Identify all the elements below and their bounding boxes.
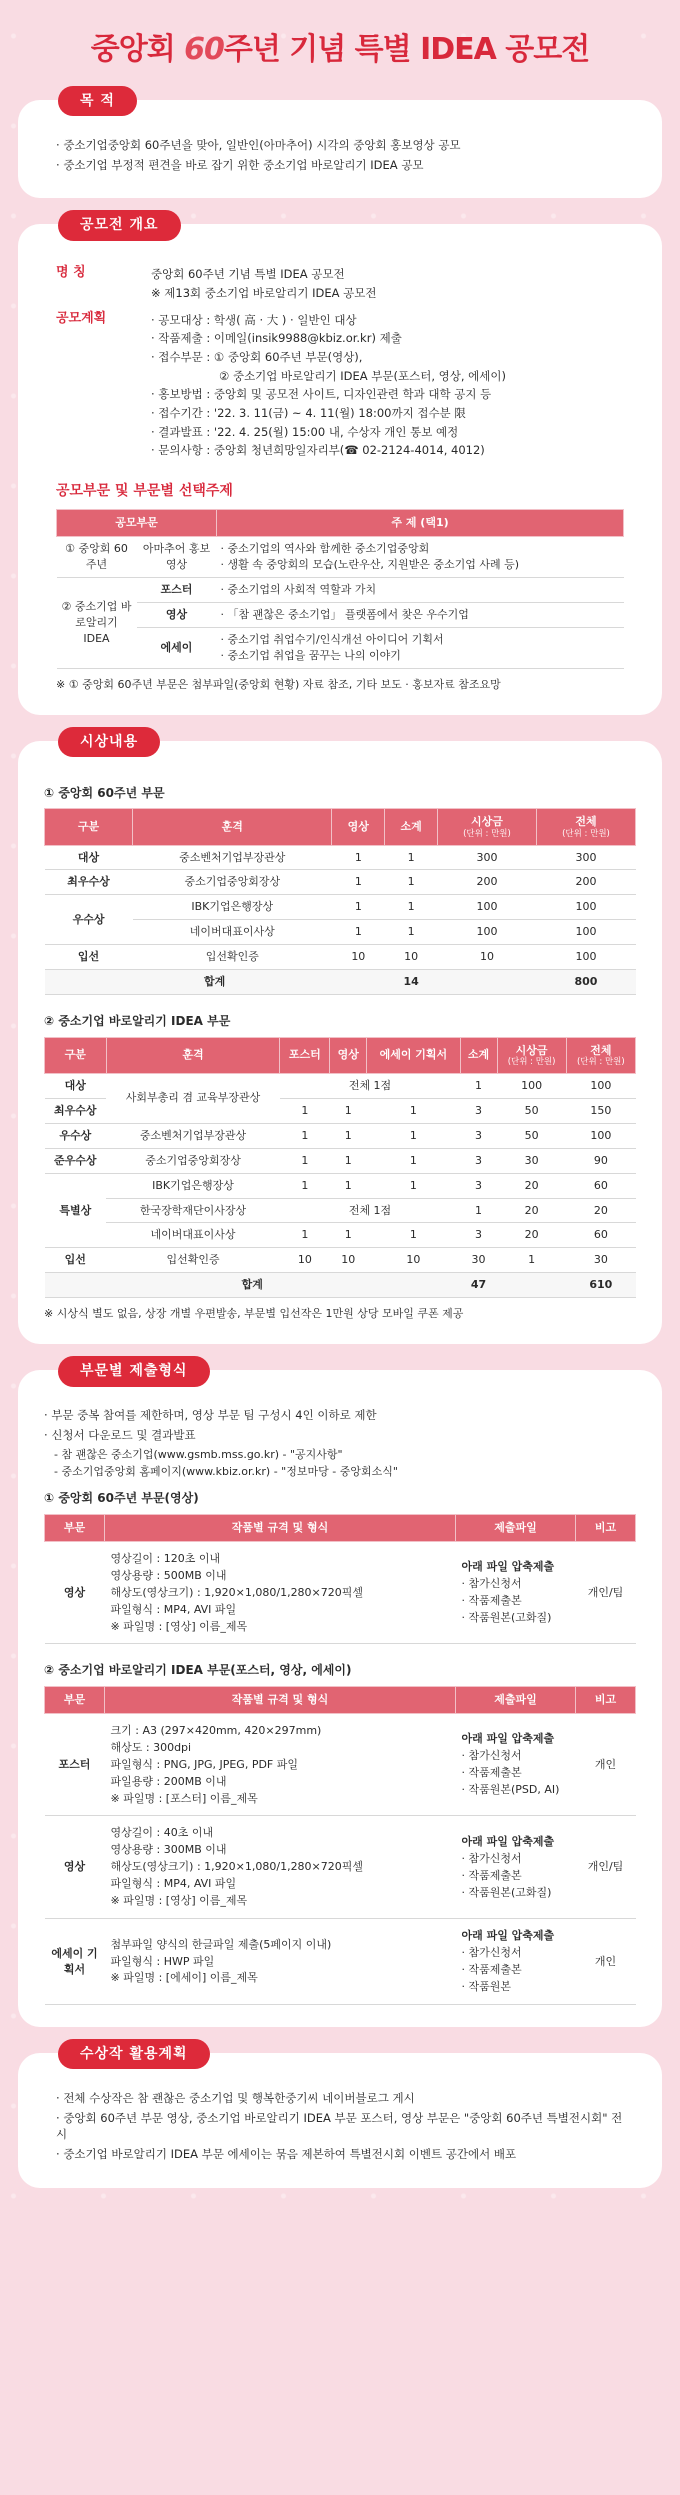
table-cell: 준우수상 [45, 1148, 107, 1173]
table-cell: 네이버대표이사상 [106, 1223, 280, 1248]
table-cell: 10 [367, 1248, 460, 1273]
awards-note: ※ 시상식 별도 없음, 상장 개별 우편발송, 부문별 입선작은 1만원 상당 모바일 쿠폰 제공 [44, 1307, 464, 1321]
table-cell: 1 [385, 895, 438, 920]
format-label: 부문별 제출형식 [58, 1356, 210, 1386]
file-line: · 작품원본(PSD, AI) [461, 1783, 560, 1797]
format-table-2 [44, 1686, 636, 2005]
table-cell: 100 [536, 945, 635, 970]
format-bullets [44, 1407, 636, 1443]
table-cell: IBK기업은행장상 [133, 895, 332, 920]
table-cell: 1 [385, 920, 438, 945]
name-line: 중앙회 60주년 기념 특별 IDEA 공모전 [151, 267, 345, 282]
table-cell: 1 [460, 1198, 497, 1223]
table-cell: 우수상 [45, 895, 133, 945]
table-cell: 입선확인증 [106, 1248, 280, 1273]
table-cell: 사회부총리 겸 교육부장관상 [106, 1073, 280, 1123]
plan-line: · 결과발표 : '22. 4. 25(월) 15:00 내, 수상자 개인 통보 예정 [151, 424, 459, 439]
table-header: 부문 [45, 1686, 105, 1713]
table-cell: 100 [536, 895, 635, 920]
table-cell: 개인/팀 [576, 1816, 636, 1919]
table-cell: 1 [367, 1223, 460, 1248]
list-item: · 부문 중복 참여를 제한하며, 영상 부문 팀 구성시 4인 이하로 제한 [44, 1407, 636, 1424]
table-header: 소계 [460, 1037, 497, 1073]
table-row [45, 1148, 636, 1173]
table-cell: 1 [332, 895, 385, 920]
spec-line: ※ 파일명 : [포스터] 이름_제목 [110, 1791, 258, 1805]
topics-table [56, 509, 624, 669]
plan-line: · 작품제출 : 이메일(insik9988@kbiz.or.kr) 제출 [151, 331, 402, 346]
file-line: 아래 파일 압축제출 [461, 1834, 555, 1848]
table-header: 영상 [332, 809, 385, 845]
table-cell: 한국장학재단이사장상 [106, 1198, 280, 1223]
spec-line: 영상길이 : 120초 이내 [110, 1551, 221, 1565]
table-cell: 중소기업중앙회장상 [133, 870, 332, 895]
awards-section [18, 733, 662, 1344]
list-item: · 신청서 다운로드 및 결과발표 [44, 1427, 636, 1444]
awards-table-1 [44, 808, 636, 995]
table-cell: 1 [367, 1123, 460, 1148]
table-cell: 10 [280, 1248, 330, 1273]
plan-line: · 접수기간 : '22. 3. 11(금) ~ 4. 11(월) 18:00까지 접수분 限 [151, 406, 466, 421]
table-cell: 20 [497, 1198, 566, 1223]
file-line: · 작품제출본 [461, 1594, 522, 1608]
table-cell [105, 1541, 456, 1644]
table-cell: 아마추어 홍보영상 [137, 537, 217, 578]
name-row [56, 264, 624, 303]
list-item: - 중소기업중앙회 홈페이지(www.kbiz.or.kr) - "정보마당 - 중앙회소식" [54, 1465, 398, 1479]
table-cell: 영상 [137, 603, 217, 628]
table-cell: 50 [497, 1123, 566, 1148]
table-cell [456, 1713, 576, 1816]
table-cell: 대상 [45, 845, 133, 870]
table-cell: 1 [280, 1148, 330, 1173]
table-cell: 합계 [45, 1273, 461, 1298]
table-cell: 14 [385, 970, 438, 995]
table-cell: 30 [566, 1248, 635, 1273]
table-header: 포스터 [280, 1037, 330, 1073]
table-cell: 10 [385, 945, 438, 970]
table-cell [456, 1816, 576, 1919]
table-cell: 전체 1점 [280, 1073, 460, 1098]
table-cell: 최우수상 [45, 1098, 107, 1123]
table-cell: 입선확인증 [133, 945, 332, 970]
spec-line: 영상용량 : 300MB 이내 [110, 1843, 227, 1857]
table-cell: 1 [332, 920, 385, 945]
spec-line: 크기 : A3 (297×420mm, 420×297mm) [110, 1723, 322, 1737]
table-header: 소계 [385, 809, 438, 845]
topic-item: · 중소기업 취업을 꿈꾸는 나의 이야기 [220, 648, 401, 662]
table-cell: 300 [437, 845, 536, 870]
table-cell: 3 [460, 1173, 497, 1198]
spec-line: 해상도(영상크기) : 1,920×1,080/1,280×720픽셀 [110, 1860, 364, 1874]
table-cell: 입선 [45, 945, 133, 970]
table-cell: 1 [280, 1223, 330, 1248]
list-item: · 중소기업중앙회 60주년을 맞아, 일반인(아마추어) 시각의 중앙회 홍보영상 공모 [56, 137, 624, 154]
table-cell: 대상 [45, 1073, 107, 1098]
table-row [45, 920, 636, 945]
spec-line: ※ 파일명 : [에세이] 이름_제목 [110, 1971, 258, 1985]
topic-item: · 중소기업의 사회적 역할과 가치 [220, 583, 377, 597]
topic-item: · 「참 괜찮은 중소기업」 플랫폼에서 찾은 우수기업 [220, 608, 469, 622]
table-header: 구분 [45, 1037, 107, 1073]
plan-line: · 공모대상 : 학생( 高 · 大 ) · 일반인 대상 [151, 312, 357, 327]
table-cell: 3 [460, 1223, 497, 1248]
format-table2-title: ② 중소기업 바로알리기 IDEA 부문(포스터, 영상, 에세이) [44, 1663, 352, 1678]
table-cell: 입선 [45, 1248, 107, 1273]
table-cell: 1 [367, 1098, 460, 1123]
spec-line: 첨부파일 양식의 한글파일 제출(5페이지 이내) [110, 1937, 332, 1951]
table-cell: 60 [566, 1173, 635, 1198]
table-row [45, 1248, 636, 1273]
page-title: 중앙회 60주년 기념 특별 IDEA 공모전 [90, 32, 590, 68]
overview-section [18, 217, 662, 715]
table-header: 시상금 (단위 : 만원) [497, 1037, 566, 1073]
spec-line: 영상용량 : 500MB 이내 [110, 1568, 227, 1582]
spec-line: 파일형식 : MP4, AVI 파일 [110, 1877, 237, 1891]
page-header [0, 0, 680, 100]
table-row [45, 870, 636, 895]
table-row [57, 628, 624, 669]
table-cell: 개인 [576, 1919, 636, 2005]
spec-line: 해상도(영상크기) : 1,920×1,080/1,280×720픽셀 [110, 1585, 364, 1599]
topic-item: · 생활 속 중앙회의 모습(노란우산, 지원받은 중소기업 사례 등) [220, 558, 520, 572]
spec-line: ※ 파일명 : [영상] 이름_제목 [110, 1619, 248, 1633]
file-line: · 참가신청서 [461, 1946, 522, 1960]
table-cell: 300 [536, 845, 635, 870]
table-cell [105, 1816, 456, 1919]
table-row [45, 895, 636, 920]
table-cell [456, 1541, 576, 1644]
table-cell: 20 [566, 1198, 635, 1223]
plan-line: ② 중소기업 바로알리기 IDEA 부문(포스터, 영상, 에세이) [219, 368, 506, 383]
table-cell: 610 [566, 1273, 635, 1298]
table-row [57, 603, 624, 628]
table-header: 구분 [45, 809, 133, 845]
spec-line: 파일형식 : PNG, JPG, JPEG, PDF 파일 [110, 1757, 299, 1771]
plan-line: · 문의사항 : 중앙회 청년희망일자리부(☎ 02-2124-4014, 4012) [151, 443, 485, 458]
table-cell [497, 1273, 566, 1298]
table-cell: 1 [330, 1148, 367, 1173]
format-section [18, 1363, 662, 2027]
table-cell: 100 [497, 1073, 566, 1098]
table-cell: 100 [536, 920, 635, 945]
table-cell: 100 [437, 895, 536, 920]
table-cell: 중소벤처기업부장관상 [133, 845, 332, 870]
table-cell [437, 970, 536, 995]
purpose-list [56, 137, 624, 173]
table-header: 비고 [576, 1686, 636, 1713]
table-cell: 중소벤처기업부장관상 [106, 1123, 280, 1148]
table-header: 제출파일 [456, 1686, 576, 1713]
table-header: 훈격 [133, 809, 332, 845]
table-row [45, 1123, 636, 1148]
usage-section [18, 2045, 662, 2188]
file-line: · 작품제출본 [461, 1868, 522, 1882]
file-line: · 작품원본 [461, 1979, 511, 1993]
name-label: 명 칭 [56, 265, 86, 281]
table-cell: 10 [330, 1248, 367, 1273]
table-cell: 1 [330, 1098, 367, 1123]
table-header: 작품별 규격 및 형식 [105, 1686, 456, 1713]
table-cell: 60 [566, 1223, 635, 1248]
usage-label: 수상작 활용계획 [58, 2039, 210, 2069]
spec-line: 파일형식 : HWP 파일 [110, 1954, 215, 1968]
table-cell: 1 [367, 1148, 460, 1173]
table-header: 비고 [576, 1514, 636, 1541]
table-cell: 1 [330, 1123, 367, 1148]
file-line: · 작품제출본 [461, 1766, 522, 1780]
table-cell: 영상 [45, 1816, 105, 1919]
table-cell: 3 [460, 1148, 497, 1173]
table-cell: 영상 [45, 1541, 105, 1644]
list-item: - 참 괜찮은 중소기업(www.gsmb.mss.go.kr) - "공지사항" [54, 1447, 343, 1461]
spec-line: 파일형식 : MP4, AVI 파일 [110, 1602, 237, 1616]
format-sub-bullets [44, 1447, 636, 1481]
table-cell: 200 [536, 870, 635, 895]
format-table1-title: ① 중앙회 60주년 부문(영상) [44, 1491, 199, 1506]
table-row [45, 1073, 636, 1098]
table-cell: 포스터 [137, 578, 217, 603]
sixty-logo: 60 [184, 32, 224, 68]
plan-line: · 홍보방법 : 중앙회 및 공모전 사이트, 디자인관련 학과 대학 공지 등 [151, 387, 492, 402]
table-cell: 1 [332, 870, 385, 895]
table-cell [105, 1713, 456, 1816]
file-line: · 참가신청서 [461, 1577, 522, 1591]
table-cell: 10 [332, 945, 385, 970]
table-cell: 20 [497, 1173, 566, 1198]
table-row [45, 845, 636, 870]
table-cell: 1 [330, 1223, 367, 1248]
table-cell: 최우수상 [45, 870, 133, 895]
table-header: 시상금 (단위 : 만원) [437, 809, 536, 845]
table-header: 전체 (단위 : 만원) [566, 1037, 635, 1073]
table-cell: 1 [460, 1073, 497, 1098]
plan-line: · 접수부문 : ① 중앙회 60주년 부문(영상), [151, 350, 363, 365]
table-cell: 50 [497, 1098, 566, 1123]
table-cell: 10 [437, 945, 536, 970]
table-row [45, 1541, 636, 1644]
table-cell: 개인/팀 [576, 1541, 636, 1644]
plan-label: 공모계획 [56, 310, 107, 326]
table-row [57, 537, 624, 578]
format-table-1 [44, 1514, 636, 1645]
overview-label: 공모전 개요 [58, 210, 181, 240]
table-cell: 특별상 [45, 1173, 107, 1248]
table-row [45, 1223, 636, 1248]
topics-heading: 공모부문 및 부문별 선택주제 [56, 483, 233, 500]
table-row [57, 578, 624, 603]
table-cell: 1 [280, 1123, 330, 1148]
table-header: 작품별 규격 및 형식 [105, 1514, 456, 1541]
file-line: · 참가신청서 [461, 1749, 522, 1763]
list-item: · 전체 수상작은 참 괜찮은 중소기업 및 행복한중기씨 네이버블로그 게시 [56, 2090, 624, 2107]
table-row [45, 1713, 636, 1816]
table-cell: 1 [332, 845, 385, 870]
table-cell: ① 중앙회 60주년 [57, 537, 137, 578]
table-header: 영상 [330, 1037, 367, 1073]
table-cell: ② 중소기업 바로알리기 IDEA [57, 578, 137, 669]
table-cell: 전체 1점 [280, 1198, 460, 1223]
table-cell: 1 [385, 870, 438, 895]
table-cell: 중소기업중앙회장상 [106, 1148, 280, 1173]
table-cell: 1 [367, 1173, 460, 1198]
name-line: ※ 제13회 중소기업 바로알리기 IDEA 공모전 [151, 286, 377, 301]
spec-line: 해상도 : 300dpi [110, 1740, 192, 1754]
table-row [45, 1173, 636, 1198]
purpose-label: 목 적 [58, 86, 137, 116]
table-cell: 네이버대표이사상 [133, 920, 332, 945]
table-header: 부문 [45, 1514, 105, 1541]
list-item: · 중소기업 바로알리기 IDEA 부문 에세이는 묶음 제본하여 특별전시회 이벤트 공간에서 배포 [56, 2146, 624, 2163]
table-cell: 우수상 [45, 1123, 107, 1148]
file-line: 아래 파일 압축제출 [461, 1732, 555, 1746]
file-line: · 작품제출본 [461, 1963, 522, 1977]
table-cell: 150 [566, 1098, 635, 1123]
table-cell: 합계 [45, 970, 385, 995]
table-header: 에세이 기획서 [367, 1037, 460, 1073]
topic-item: · 중소기업 취업수기/인식개선 아이디어 기획서 [220, 633, 444, 647]
topics-note: ※ ① 중앙회 60주년 부문은 첨부파일(중앙회 현황) 자료 참조, 기타 보도 · 홍보자료 참조요망 [56, 677, 501, 691]
table-header: 주 제 (택1) [217, 510, 624, 537]
awards-table2-title: ② 중소기업 바로알리기 IDEA 부문 [44, 1014, 231, 1029]
file-line: · 작품원본(고화질) [461, 1885, 552, 1899]
table-cell: 30 [460, 1248, 497, 1273]
spec-line: 파일용량 : 200MB 이내 [110, 1774, 227, 1788]
table-cell: 1 [280, 1173, 330, 1198]
file-line: · 작품원본(고화질) [461, 1611, 552, 1625]
table-cell: 90 [566, 1148, 635, 1173]
table-cell: 에세이 [137, 628, 217, 669]
table-cell: 20 [497, 1223, 566, 1248]
awards-table-2 [44, 1037, 636, 1299]
spec-line: ※ 파일명 : [영상] 이름_제목 [110, 1894, 248, 1908]
table-cell: 100 [566, 1123, 635, 1148]
table-header: 전체 (단위 : 만원) [536, 809, 635, 845]
file-line: 아래 파일 압축제출 [461, 1560, 555, 1574]
purpose-section [18, 93, 662, 198]
awards-table1-title: ① 중앙회 60주년 부문 [44, 785, 165, 800]
table-cell: 800 [536, 970, 635, 995]
table-header: 훈격 [106, 1037, 280, 1073]
table-cell [456, 1919, 576, 2005]
topic-item: · 중소기업의 역사와 함께한 중소기업중앙회 [220, 542, 430, 556]
awards-label: 시상내용 [58, 727, 160, 757]
table-cell: 3 [460, 1123, 497, 1148]
table-header: 공모부문 [57, 510, 217, 537]
table-row [45, 1816, 636, 1919]
table-row [45, 945, 636, 970]
table-header: 제출파일 [456, 1514, 576, 1541]
table-cell: 47 [460, 1273, 497, 1298]
table-cell: 200 [437, 870, 536, 895]
list-item: · 중앙회 60주년 부문 영상, 중소기업 바로알리기 IDEA 부문 포스터, 영상 부문은 "중앙회 60주년 특별전시회" 전시 [56, 2110, 624, 2143]
table-row [45, 1919, 636, 2005]
usage-list [56, 2090, 624, 2163]
table-cell: 30 [497, 1148, 566, 1173]
table-row [45, 1198, 636, 1223]
table-cell [105, 1919, 456, 2005]
table-cell: 1 [330, 1173, 367, 1198]
table-cell: IBK기업은행장상 [106, 1173, 280, 1198]
table-cell: 에세이 기획서 [45, 1919, 105, 2005]
plan-row [56, 310, 624, 461]
list-item: · 중소기업 부정적 편견을 바로 잡기 위한 중소기업 바로알리기 IDEA 공모 [56, 157, 624, 174]
file-line: 아래 파일 압축제출 [461, 1929, 555, 1943]
table-cell: 개인 [576, 1713, 636, 1816]
table-cell: 1 [280, 1098, 330, 1123]
total-row [45, 1273, 636, 1298]
table-cell: 100 [566, 1073, 635, 1098]
table-cell: 포스터 [45, 1713, 105, 1816]
file-line: · 참가신청서 [461, 1851, 522, 1865]
table-cell: 100 [437, 920, 536, 945]
table-cell: 1 [385, 845, 438, 870]
total-row [45, 970, 636, 995]
spec-line: 영상길이 : 40초 이내 [110, 1826, 214, 1840]
table-cell: 3 [460, 1098, 497, 1123]
table-cell: 1 [497, 1248, 566, 1273]
